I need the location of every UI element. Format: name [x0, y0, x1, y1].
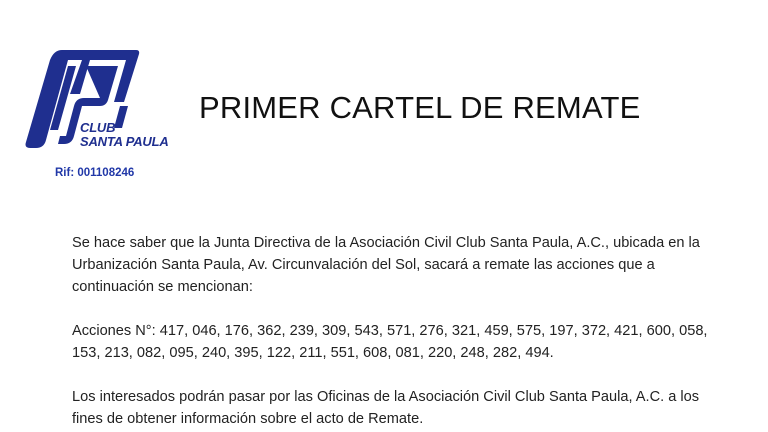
rif-number: Rif: 001108246: [55, 167, 135, 179]
logo-line-2: SANTA PAULA: [80, 134, 169, 149]
document-body: [72, 232, 712, 432]
logo-text: [80, 121, 169, 149]
info-paragraph: Los interesados podrán pasar por las Oficinas de la Asociación Civil Club Santa Paula, A.C. a los fines de obtener información sobre el acto de Remate.: [72, 389, 700, 427]
logo-line-1: CLUB: [80, 120, 116, 135]
club-logo: [24, 44, 184, 156]
acciones-paragraph: Acciones N°: 417, 046, 176, 362, 239, 309, 543, 571, 276, 321, 459, 575, 197, 372, 421, 600, 058, 153, 213, 082, 095, 240, 395, 122, 211, 551, 608, 081, 220, 248, 282, 494.: [72, 323, 708, 361]
page-title: PRIMER CARTEL DE REMATE: [199, 90, 641, 125]
intro-paragraph: Se hace saber que la Junta Directiva de la Asociación Civil Club Santa Paula, A.C., ubicada en la Urbanización Santa Paula, Av. Circunvalación del Sol, sacará a remate las acciones que a continuación se mencionan:: [72, 235, 700, 295]
